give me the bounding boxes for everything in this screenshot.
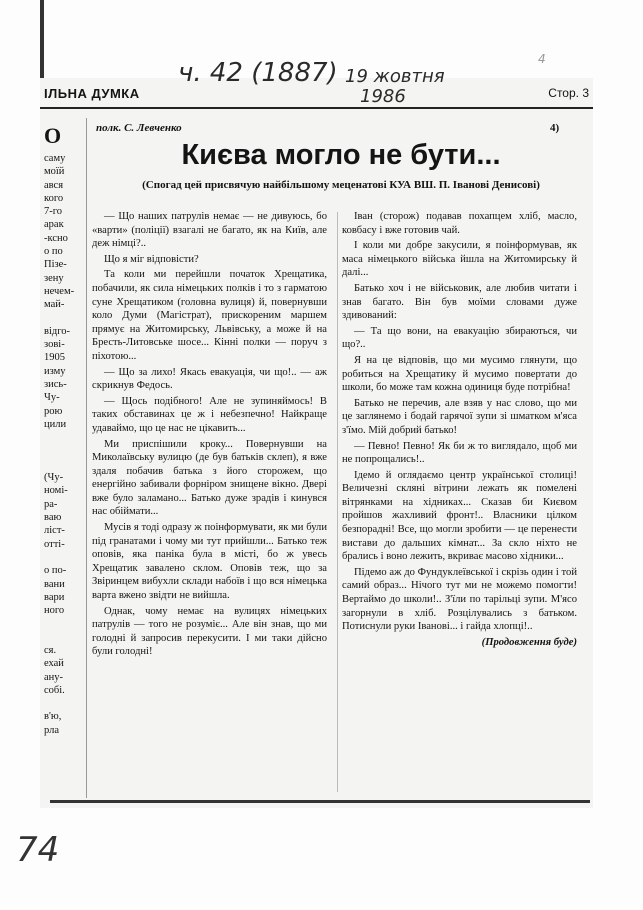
left-fragment-line xyxy=(44,445,86,458)
article-paragraph: — Що наших патрулів немає — не дивуюсь, бо «варти» (поліції) взагалі не багато, як на Київ, але деж німці?.. xyxy=(92,211,327,250)
left-fragment-line: изму xyxy=(44,365,66,377)
left-fragment-line: Чу- xyxy=(44,392,60,404)
left-fragment-line: ану- xyxy=(44,671,64,683)
left-fragment-line: вари xyxy=(44,591,65,603)
article-column-1 xyxy=(92,210,327,661)
left-fragment-column xyxy=(44,124,86,804)
left-fragment-line: номі- xyxy=(44,485,68,497)
left-fragment-line: зись- xyxy=(44,379,67,391)
article-paragraph: І коли ми добре закусили, я поінформував, як маса німецького війська йшла на Житомирську й далі... xyxy=(342,240,577,279)
handwritten-year: 1986 xyxy=(360,86,406,107)
column-separator xyxy=(337,212,338,792)
left-fragment-line: Пізе- xyxy=(44,259,67,271)
left-fragment-line xyxy=(44,312,86,325)
left-fragment-line: 1905 xyxy=(44,352,65,364)
bottom-rule xyxy=(50,800,590,803)
left-fragment-line xyxy=(44,551,86,564)
left-fragment-line xyxy=(44,458,86,471)
left-fragment-line: вани xyxy=(44,578,65,590)
left-fragment-line: відго- xyxy=(44,325,71,337)
left-fragment-line xyxy=(44,697,86,710)
left-fragment-line: арак xyxy=(44,219,64,231)
article-column-2 xyxy=(342,210,577,651)
article-paragraph: — Щось подібного! Але не зупиняймось! В таких обставинах це ж і небезпечно! Найкраще удаваймо, що це нас не цікавить... xyxy=(92,395,327,434)
left-fragment-line: -ксно xyxy=(44,232,68,244)
article-paragraph: Мусів я тоді одразу ж поінформувати, як ми були під гранатами і чому ми тут прийшли... Батько теж оповів, яка паніка була в місті, бо ж увесь Хрещатик завалено склом. Оповів теж, що за Звіринцем вибухли склади набоїв і що вся німецька варта вжено звідти не вийшла. xyxy=(92,522,327,602)
left-fragment-line: ного xyxy=(44,605,65,617)
article-paragraph: Підемо аж до Фундуклеївської і скрізь один і той самий образ... Нічого тут ми не можемо помогти! Вертаймо до школи!.. З'їли по тарільці зупи. М'ясо загорнули в хліб. Розцілувались з батьком. Потиснули руки Іванові... і гайда хлопці!.. xyxy=(342,566,577,633)
left-fragment-line: отті- xyxy=(44,538,65,550)
page-indicator: Стор. 3 xyxy=(548,86,589,100)
article-paragraph: Та коли ми перейшли початок Хрещатика, побачили, як сила німецьких полків і то з гарматою суне Хрещатиком (головна вулиця) й, повернувши коло Думи (Магістрат), прискореним маршем прямує на Житомирську, Львівську, а може й на Бресть-Литовське шосе... Кінні полки — поруч з піхотою... xyxy=(92,269,327,362)
left-fragment-line: о по- xyxy=(44,565,67,577)
article-paragraph: Ідемо й оглядаємо центр української столиці! Величезні скляні вітрини лежать як помелені вітрянками на хідниках... Сказав би Києвом пройшов жахливий фронт!.. Власники цілком безпорадні! Все, що могли зробити — це перенести вистави до дальших кімнат... За скло ніхто не брались і воно лежить, вкриває масово хідники... xyxy=(342,469,577,563)
left-fragment-line: кого xyxy=(44,192,64,204)
article-part-number: 4) xyxy=(550,122,560,134)
article-title: Києва могло не бути... xyxy=(181,139,501,171)
handwritten-date: 19 жовтня xyxy=(345,66,445,87)
left-fragment-line: зові- xyxy=(44,339,65,351)
left-fragment-line: май- xyxy=(44,299,65,311)
left-fragment-line: ліст- xyxy=(44,525,65,537)
left-fragment-line: собі. xyxy=(44,684,65,696)
article-paragraph: — Певно! Певно! Як би ж то виглядало, щоб ми не попрощались!.. xyxy=(342,440,577,466)
article-continuation: (Продовження буде) xyxy=(481,636,577,648)
left-fragment-line: саму xyxy=(44,153,66,164)
handwritten-issue: ч. 42 (1887) xyxy=(178,58,338,88)
article-paragraph: Іван (сторож) подавав похапцем хліб, масло, ковбасу і вже готовив чай. xyxy=(342,211,577,236)
article-paragraph: — Що за лихо! Якась евакуація, чи що!.. — аж скрикнув Федось. xyxy=(92,366,327,392)
left-fragment-line xyxy=(44,431,86,444)
article-paragraph: Що я міг відповісти? xyxy=(104,253,199,265)
left-fragment-letter: О xyxy=(44,124,62,148)
left-fragment-line xyxy=(44,631,86,644)
article-paragraph: Батько хоч і не військовик, але любив читати і знав багато. Він був моїми словами дуже здивований: xyxy=(342,282,577,322)
article-paragraph: Ми приспішили кроку... Повернувши на Миколаївську вулицю (де був батьків склеп), я вже здаля побачив батька з його сторожем, що енергійно забивали форніром знищене вікно. Двері вже було заламано... Батько дуже зрадів і кинувся нас обіймати... xyxy=(92,438,327,518)
left-fragment-line: (Чу- xyxy=(44,472,64,484)
handwritten-page-number: 74 xyxy=(16,830,60,870)
left-fragment-line: зену xyxy=(44,272,64,284)
article-author: полк. С. Левченко xyxy=(96,122,182,134)
article-paragraph: Однак, чому немає на вулицях німецьких патрулів — того не розуміє... Але він знав, що ми голодні й запросив перекусити. І ми таки дійсно були голодні! xyxy=(92,605,327,658)
left-fragment-line: нечем- xyxy=(44,285,75,297)
left-fragment-line: рою xyxy=(44,405,63,417)
left-fragment-line: ехай xyxy=(44,658,64,670)
left-fragment-line: в'ю, xyxy=(44,711,62,723)
article-paragraph: Я на це відповів, що ми мусимо глянути, що робиться на Хрещатику й мусимо повертати до школи, бо може там кожна одиниця буде потрібна! xyxy=(342,354,577,394)
column-divider xyxy=(86,118,87,798)
newspaper-name: ІЛЬНА ДУМКА xyxy=(44,86,140,101)
left-fragment-line: ся. xyxy=(44,644,57,656)
left-fragment-line: о по xyxy=(44,246,63,258)
left-fragment-line: ра- xyxy=(44,498,58,510)
left-fragment-line: ався xyxy=(44,179,64,191)
left-fragment-line: 7-го xyxy=(44,206,63,218)
article-paragraph: Батько не перечив, але взяв у нас слово, що ми це заглянемо і бодай гарячої зупи зі шматком м'яса з'їмо. Мій добрий батько! xyxy=(342,397,577,436)
corner-pencil-mark: 4 xyxy=(538,52,546,66)
left-fragment-line: моїй xyxy=(44,166,65,178)
left-fragment-line: цили xyxy=(44,418,67,430)
masthead-rule xyxy=(40,107,593,109)
article-paragraph: — Та що вони, на евакуацію збираються, чи що?.. xyxy=(342,325,577,351)
left-fragment-line xyxy=(44,617,86,630)
left-fragment-line: ваю xyxy=(44,512,62,524)
article-dedication: (Спогад цей присвячую найбільшому меценатові КУА ВШ. П. Іванові Денисові) xyxy=(142,179,540,191)
left-fragment-line: рла xyxy=(44,724,60,736)
